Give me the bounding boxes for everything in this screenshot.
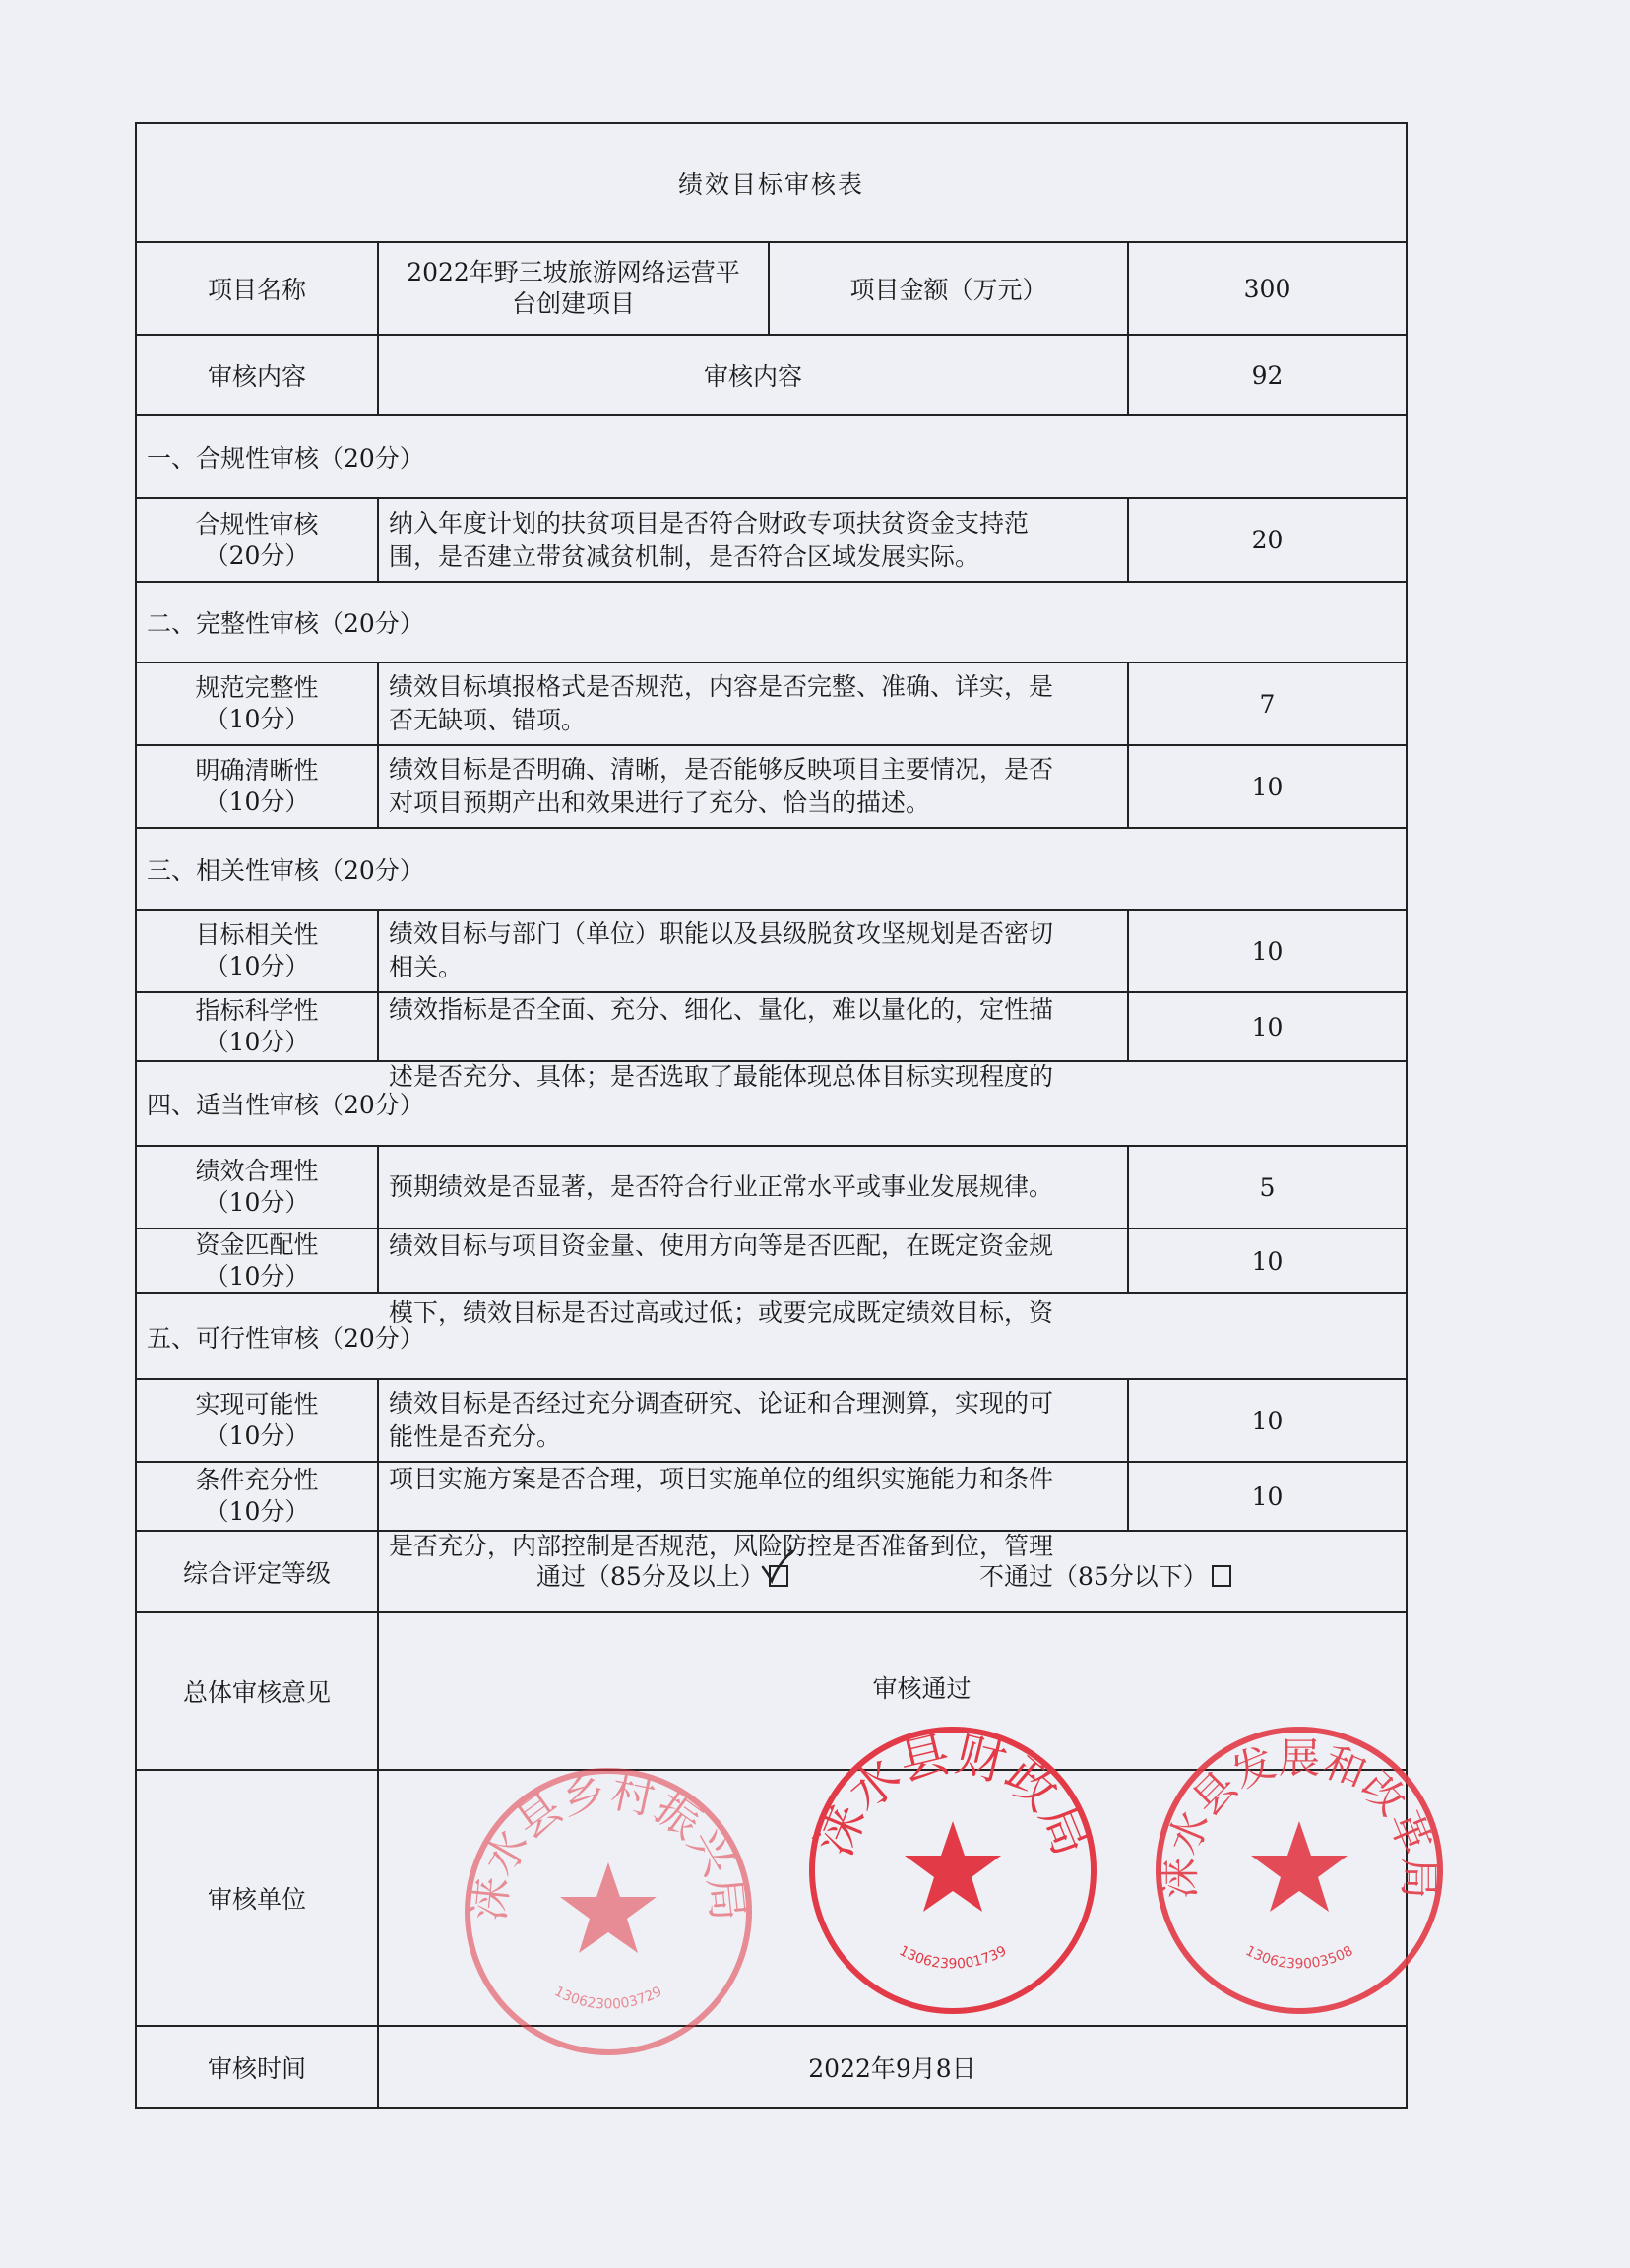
criterion-score: 10 bbox=[1128, 1379, 1407, 1462]
criterion-description-line1: 绩效目标是否经过充分调查研究、论证和合理测算，实现的可 bbox=[389, 1389, 1054, 1418]
criterion-row bbox=[136, 1228, 1407, 1293]
opinion-label: 总体审核意见 bbox=[136, 1612, 378, 1770]
criterion-label bbox=[136, 1379, 378, 1462]
review-content-label: 审核内容 bbox=[136, 335, 378, 415]
project-name-label: 项目名称 bbox=[136, 242, 378, 335]
criterion-score: 5 bbox=[1128, 1146, 1407, 1228]
section-heading: 二、完整性审核（20分） bbox=[136, 582, 1407, 662]
criterion-name: 条件充分性 bbox=[195, 1466, 319, 1494]
criterion-description-line1: 纳入年度计划的扶贫项目是否符合财政专项扶贫资金支持范 bbox=[389, 508, 1030, 537]
seal-graphic bbox=[1152, 1723, 1447, 2018]
seal-text-path: 涞水县财政局 bbox=[805, 1725, 1100, 1864]
criterion-description bbox=[378, 662, 1128, 745]
criterion-points: （10分） bbox=[204, 1421, 310, 1450]
criterion-description-line1: 预期绩效是否显著，是否符合行业正常水平或事业发展规律。 bbox=[389, 1172, 1054, 1201]
fail-option-label: 不通过（85分以下） bbox=[979, 1562, 1208, 1591]
project-name-line2: 台创建项目 bbox=[511, 289, 635, 318]
seal-rural-revitalization-bureau bbox=[461, 1764, 756, 2059]
criterion-description-line2: 相关。 bbox=[389, 953, 464, 981]
criterion-score: 10 bbox=[1128, 992, 1407, 1061]
criterion-description-line2: 否无缺项、错项。 bbox=[389, 706, 587, 734]
project-amount-label: 项目金额（万元） bbox=[769, 242, 1128, 335]
seal-star-icon bbox=[905, 1821, 1001, 1912]
criterion-description-line2: 对项目预期产出和效果进行了充分、恰当的描述。 bbox=[389, 788, 931, 817]
criterion-description bbox=[378, 498, 1128, 582]
criterion-label bbox=[136, 1146, 378, 1228]
criterion-label bbox=[136, 745, 378, 828]
criterion-name: 实现可能性 bbox=[195, 1390, 319, 1418]
review-content-header: 审核内容 bbox=[378, 335, 1128, 415]
seal-text-path: 涞水县乡村振兴局 bbox=[464, 1766, 753, 1923]
section-heading: 一、合规性审核（20分） bbox=[136, 415, 1407, 498]
criterion-score: 10 bbox=[1128, 1462, 1407, 1531]
section-heading: 五、可行性审核（20分） bbox=[136, 1293, 1407, 1379]
criterion-label bbox=[136, 498, 378, 582]
criterion-points: （10分） bbox=[204, 788, 310, 816]
criterion-description-text bbox=[389, 993, 1117, 1091]
criterion-points: （10分） bbox=[204, 952, 310, 980]
criterion-description-line2: 述是否充分、具体；是否选取了最能体现总体目标实现程度的 bbox=[389, 1062, 1054, 1091]
criterion-label bbox=[136, 1228, 378, 1293]
criterion-description-line1: 绩效指标是否全面、充分、细化、量化，难以量化的，定性描 bbox=[389, 995, 1054, 1024]
criterion-description-line1: 绩效目标是否明确、清晰，是否能够反映项目主要情况，是否 bbox=[389, 755, 1054, 784]
seal-graphic bbox=[461, 1764, 756, 2059]
section-heading: 三、相关性审核（20分） bbox=[136, 828, 1407, 910]
criterion-name: 明确清晰性 bbox=[195, 756, 319, 785]
criterion-description bbox=[378, 1228, 1128, 1327]
criterion-description-line2: 围，是否建立带贫减贫机制，是否符合区域发展实际。 bbox=[389, 541, 980, 571]
seal-number bbox=[897, 1943, 1010, 1973]
form-title: 绩效目标审核表 bbox=[136, 123, 1407, 242]
criterion-points: （10分） bbox=[204, 1028, 310, 1056]
criterion-description-line2: 是否充分，内部控制是否规范，风险防控是否准备到位，管理 bbox=[389, 1532, 1054, 1560]
criterion-points: （10分） bbox=[204, 1497, 310, 1526]
seal-star-icon bbox=[560, 1862, 657, 1953]
review-time-value: 2022年9月8日 bbox=[378, 2026, 1407, 2108]
criterion-row bbox=[136, 1462, 1407, 1531]
check-mark-icon bbox=[759, 1549, 794, 1585]
criterion-description-line2: 模下，绩效目标是否过高或过低；或要完成既定绩效目标，资 bbox=[389, 1298, 1054, 1327]
criterion-description-text bbox=[389, 1229, 1117, 1327]
criterion-score: 10 bbox=[1128, 1228, 1407, 1293]
criterion-description-text bbox=[389, 1463, 1117, 1560]
criterion-score: 7 bbox=[1128, 662, 1407, 745]
criterion-description-line1: 绩效目标与部门（单位）职能以及县级脱贫攻坚规划是否密切 bbox=[389, 919, 1054, 948]
criterion-label bbox=[136, 1462, 378, 1531]
criterion-description bbox=[378, 1146, 1128, 1228]
criterion-score: 10 bbox=[1128, 910, 1407, 992]
seal-graphic bbox=[805, 1723, 1100, 2018]
seal-number-path: 1306239003508 bbox=[1242, 1942, 1356, 1973]
criterion-name: 资金匹配性 bbox=[195, 1230, 319, 1259]
seal-number-path: 1306230003729 bbox=[551, 1984, 665, 2013]
seal-number bbox=[552, 1984, 665, 2012]
criterion-description bbox=[378, 1462, 1128, 1560]
criterion-label bbox=[136, 910, 378, 992]
criterion-points: （10分） bbox=[204, 1188, 310, 1217]
criterion-label bbox=[136, 992, 378, 1061]
criterion-description bbox=[378, 992, 1128, 1091]
criterion-description-line1: 绩效目标填报格式是否规范，内容是否完整、准确、详实，是 bbox=[389, 672, 1054, 701]
criterion-row bbox=[136, 1146, 1407, 1228]
criterion-score: 20 bbox=[1128, 498, 1407, 582]
rating-options bbox=[378, 1531, 1407, 1612]
criterion-points: （20分） bbox=[204, 540, 310, 570]
project-name-value bbox=[378, 242, 769, 335]
criterion-row bbox=[136, 910, 1407, 992]
rating-label: 综合评定等级 bbox=[136, 1531, 378, 1612]
seal-number-path: 1306239001739 bbox=[896, 1942, 1010, 1973]
project-amount-value: 300 bbox=[1128, 242, 1407, 335]
pass-option[interactable] bbox=[536, 1557, 788, 1593]
units-label: 审核单位 bbox=[136, 1770, 378, 2026]
pass-option-label: 通过（85分及以上） bbox=[536, 1562, 765, 1591]
criterion-row bbox=[136, 662, 1407, 745]
fail-option[interactable] bbox=[979, 1557, 1231, 1593]
project-name-line1: 2022年野三坡旅游网络运营平 bbox=[407, 258, 740, 286]
seal-star-icon bbox=[1251, 1821, 1348, 1912]
fail-checkbox[interactable] bbox=[1212, 1565, 1231, 1587]
criterion-points: （10分） bbox=[204, 705, 310, 733]
criterion-name: 目标相关性 bbox=[195, 920, 319, 949]
criterion-description bbox=[378, 910, 1128, 992]
total-score: 92 bbox=[1128, 335, 1407, 415]
section-heading: 四、适当性审核（20分） bbox=[136, 1061, 1407, 1146]
criterion-row bbox=[136, 1379, 1407, 1462]
criterion-label bbox=[136, 662, 378, 745]
criterion-description-line1: 项目实施方案是否合理，项目实施单位的组织实施能力和条件 bbox=[389, 1465, 1054, 1493]
seal-finance-bureau bbox=[805, 1723, 1100, 2018]
seal-number bbox=[1243, 1943, 1356, 1973]
criterion-description-line2: 能性是否充分。 bbox=[389, 1422, 562, 1451]
criterion-name: 指标科学性 bbox=[195, 996, 319, 1025]
criterion-name: 合规性审核 bbox=[195, 509, 319, 538]
pass-checkbox[interactable] bbox=[769, 1565, 788, 1587]
seal-text-path: 涞水县发展和改革局 bbox=[1155, 1733, 1444, 1899]
criterion-description bbox=[378, 745, 1128, 828]
criterion-name: 绩效合理性 bbox=[195, 1157, 319, 1185]
criterion-description bbox=[378, 1379, 1128, 1462]
opinion-value: 审核通过 bbox=[872, 1674, 972, 1703]
criterion-row bbox=[136, 745, 1407, 828]
criterion-description-line1: 绩效目标与项目资金量、使用方向等是否匹配，在既定资金规 bbox=[389, 1231, 1054, 1260]
criterion-row bbox=[136, 992, 1407, 1061]
criterion-name: 规范完整性 bbox=[195, 673, 319, 702]
criterion-row bbox=[136, 498, 1407, 582]
seal-development-reform-bureau bbox=[1152, 1723, 1447, 2018]
review-time-label: 审核时间 bbox=[136, 2026, 378, 2108]
criterion-points: （10分） bbox=[204, 1262, 310, 1291]
criterion-score: 10 bbox=[1128, 745, 1407, 828]
